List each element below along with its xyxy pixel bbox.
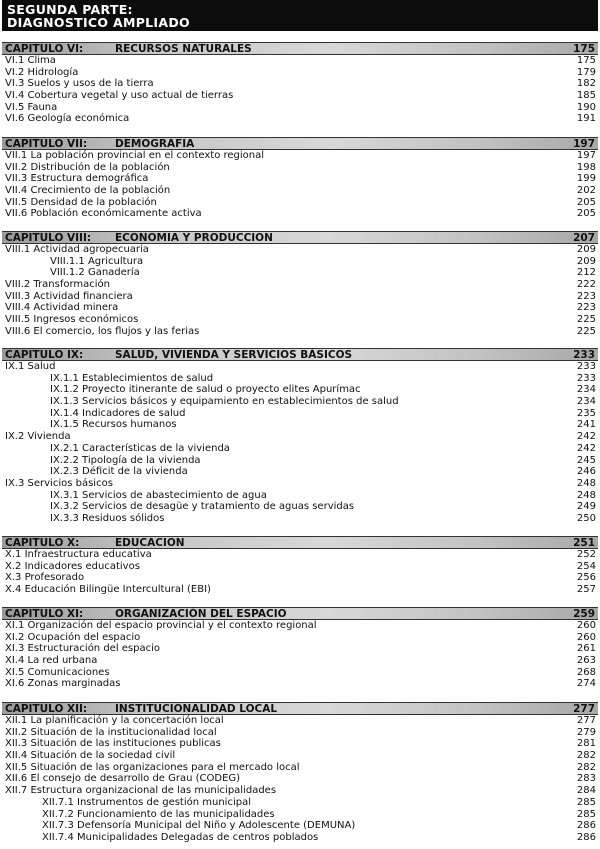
chapter-section — [0, 137, 600, 220]
toc-entry — [0, 750, 600, 762]
entry-title: XI.4 La red urbana — [5, 655, 98, 667]
toc-entry — [0, 584, 600, 596]
chapter-page: 207 — [573, 231, 595, 244]
entry-title: XII.7.3 Defensoría Municipal del Niño y Adolescente (DEMUNA) — [42, 820, 356, 832]
chapter-number: CAPITULO VII: — [5, 137, 88, 150]
entry-title: XI.5 Comunicaciones — [5, 666, 110, 678]
entry-title: VI.6 Geología económica — [5, 113, 130, 125]
entry-title: XII.1 La planificación y la concertación local — [5, 715, 224, 726]
entry-title: XI.6 Zonas marginadas — [5, 678, 121, 690]
entry-title: IX.1.5 Recursos humanos — [50, 419, 177, 431]
toc-entry — [0, 267, 600, 279]
toc-entry — [0, 727, 600, 739]
entry-title: XII.7.4 Municipalidades Delegadas de centros poblados — [42, 831, 319, 843]
chapter-title — [5, 349, 352, 361]
toc-entry — [0, 162, 600, 174]
toc-entry — [0, 90, 600, 102]
toc-entry — [0, 185, 600, 197]
chapter-title — [5, 43, 252, 55]
entry-title: VI.3 Suelos y usos de la tierra — [5, 78, 154, 90]
entry-title: XI.1 Organización del espacio provincial y el contexto regional — [5, 620, 317, 631]
entry-title: VIII.2 Transformación — [5, 279, 111, 291]
entry-title: IX.3.3 Residuos sólidos — [50, 512, 165, 524]
toc-entry — [0, 279, 600, 291]
chapter-page: 197 — [573, 137, 595, 150]
entry-page: 234 — [576, 384, 596, 396]
entry-page: 249 — [576, 501, 596, 513]
chapter-heading — [2, 137, 598, 150]
entry-page: 234 — [576, 396, 596, 408]
toc-entry — [0, 632, 600, 644]
entry-title: IX.2.1 Características de la vivienda — [50, 442, 230, 454]
chapter-number: CAPITULO XI: — [5, 607, 84, 620]
toc-entry — [0, 455, 600, 467]
chapter-heading — [2, 607, 598, 620]
chapter-page: 259 — [573, 607, 595, 620]
toc-entry — [0, 256, 600, 268]
entry-page: 260 — [576, 620, 596, 631]
toc-entry — [0, 67, 600, 79]
entry-page: 197 — [576, 150, 596, 161]
toc-entry — [0, 78, 600, 90]
entry-title: IX.2.2 Tipología de la vivienda — [50, 454, 201, 466]
chapter-name: ECONOMIA Y PRODUCCION — [115, 231, 273, 244]
entry-page: 225 — [576, 325, 596, 337]
entry-page: 282 — [576, 761, 596, 773]
chapter-number: CAPITULO IX: — [5, 348, 84, 361]
toc-entry — [0, 408, 600, 420]
toc-entry — [0, 314, 600, 326]
chapter-page: 233 — [573, 348, 595, 361]
entry-title: VIII.1 Actividad agropecuaria — [5, 244, 149, 255]
entry-title: VII.6 Población económicamente activa — [5, 208, 202, 220]
entry-title: XI.2 Ocupación del espacio — [5, 631, 141, 643]
toc-entry — [0, 361, 600, 373]
toc-entry — [0, 466, 600, 478]
entry-page: 191 — [576, 113, 596, 125]
chapter-name: EDUCACION — [115, 536, 185, 549]
entry-title: VII.1 La población provincial en el contexto regional — [5, 150, 265, 161]
entry-page: 248 — [576, 489, 596, 501]
entry-title: IX.3.1 Servicios de abastecimiento de agua — [50, 489, 267, 501]
toc-entry — [0, 513, 600, 525]
toc-entry — [0, 373, 600, 385]
toc-entry — [0, 762, 600, 774]
chapter-title — [5, 537, 185, 549]
toc-entry — [0, 478, 600, 490]
toc-entry — [0, 396, 600, 408]
entry-title: VIII.4 Actividad minera — [5, 302, 119, 314]
entry-title: XII.2 Situación de la institucionalidad local — [5, 726, 217, 738]
entry-title: IX.2 Vivienda — [5, 431, 71, 443]
chapter-section — [0, 348, 600, 525]
chapter-name: INSTITUCIONALIDAD LOCAL — [115, 702, 278, 715]
entry-page: 252 — [576, 549, 596, 560]
entry-page: 185 — [576, 90, 596, 102]
entry-title: VII.2 Distribución de la población — [5, 161, 170, 173]
entry-title: IX.1.4 Indicadores de salud — [50, 407, 186, 419]
entry-title: VIII.1.2 Ganadería — [50, 267, 140, 279]
chapter-section — [0, 42, 600, 125]
entry-title: VII.5 Densidad de la población — [5, 196, 157, 208]
entry-page: 282 — [576, 750, 596, 762]
entry-page: 274 — [576, 678, 596, 690]
entry-page: 182 — [576, 78, 596, 90]
entry-page: 179 — [576, 66, 596, 78]
entry-title: IX.2.3 Déficit de la vivienda — [50, 466, 188, 478]
toc-entry — [0, 443, 600, 455]
entry-page: 212 — [576, 267, 596, 279]
entry-page: 246 — [576, 466, 596, 478]
entry-title: X.1 Infraestructura educativa — [5, 549, 152, 560]
entry-title: VI.1 Clima — [5, 55, 56, 66]
entry-page: 286 — [576, 820, 596, 832]
entry-page: 223 — [576, 302, 596, 314]
chapter-number: CAPITULO XII: — [5, 702, 88, 715]
entry-page: 222 — [576, 279, 596, 291]
entry-title: XII.7.2 Funcionamiento de las municipalidades — [42, 808, 275, 820]
toc-entry — [0, 797, 600, 809]
entry-page: 286 — [576, 831, 596, 843]
part-subtitle: DIAGNOSTICO AMPLIADO — [7, 15, 190, 30]
entry-page: 223 — [576, 290, 596, 302]
toc-entry — [0, 490, 600, 502]
entry-title: VI.4 Cobertura vegetal y uso actual de tierras — [5, 90, 234, 102]
chapter-section — [0, 702, 600, 844]
entry-title: IX.1.3 Servicios básicos y equipamiento en establecimientos de salud — [50, 396, 399, 408]
entry-page: 284 — [576, 785, 596, 797]
toc-entry — [0, 678, 600, 690]
entry-page: 268 — [576, 666, 596, 678]
toc-entry — [0, 820, 600, 832]
chapter-section — [0, 607, 600, 690]
entry-page: 205 — [576, 208, 596, 220]
chapter-number: CAPITULO X: — [5, 536, 80, 549]
chapter-page: 277 — [573, 702, 595, 715]
part-banner — [2, 0, 598, 31]
entry-page: 202 — [576, 185, 596, 197]
entry-page: 209 — [576, 244, 596, 255]
entry-page: 285 — [576, 796, 596, 808]
entry-page: 198 — [576, 161, 596, 173]
entry-page: 235 — [576, 407, 596, 419]
toc-entry — [0, 173, 600, 185]
entry-page: 175 — [576, 55, 596, 66]
toc-entry — [0, 384, 600, 396]
toc-entry — [0, 501, 600, 513]
entry-title: VIII.1.1 Agricultura — [50, 255, 144, 267]
entry-page: 279 — [576, 726, 596, 738]
entry-title: X.3 Profesorado — [5, 572, 85, 584]
chapter-title — [5, 703, 277, 715]
toc-entry — [0, 809, 600, 821]
chapter-heading — [2, 348, 598, 361]
entry-page: 285 — [576, 808, 596, 820]
entry-page: 190 — [576, 101, 596, 113]
chapter-name: SALUD, VIVIENDA Y SERVICIOS BÁSICOS — [115, 348, 353, 361]
entry-page: 250 — [576, 512, 596, 524]
chapter-title — [5, 138, 194, 150]
entry-title: VII.4 Crecimiento de la población — [5, 185, 171, 197]
entry-page: 261 — [576, 643, 596, 655]
toc-entry — [0, 197, 600, 209]
entry-title: VI.2 Hidrología — [5, 66, 79, 78]
entry-title: XI.3 Estructuración del espacio — [5, 643, 161, 655]
entry-page: 263 — [576, 655, 596, 667]
chapter-section — [0, 536, 600, 596]
entry-page: 256 — [576, 572, 596, 584]
toc-entry — [0, 102, 600, 114]
toc-entry — [0, 431, 600, 443]
chapter-section — [0, 231, 600, 338]
chapter-name: DEMOGRAFIA — [115, 137, 195, 150]
chapter-page: 251 — [573, 536, 595, 549]
entry-title: XII.3 Situación de las instituciones publicas — [5, 738, 221, 750]
chapter-heading — [2, 536, 598, 549]
entry-title: IX.1.1 Establecimientos de salud — [50, 372, 214, 384]
entry-title: VII.3 Estructura demográfica — [5, 173, 149, 185]
entry-title: X.2 Indicadores educativos — [5, 560, 140, 572]
toc-entry — [0, 549, 600, 561]
chapter-heading — [2, 702, 598, 715]
entry-page: 199 — [576, 173, 596, 185]
toc-entry — [0, 832, 600, 844]
entry-title: XII.5 Situación de las organizaciones para el mercado local — [5, 761, 300, 773]
entry-page: 242 — [576, 431, 596, 443]
toc-entry — [0, 208, 600, 220]
part-title: SEGUNDA PARTE: — [7, 2, 133, 17]
entry-title: XII.7.1 Instrumentos de gestión municipal — [42, 796, 251, 808]
chapter-heading — [2, 231, 598, 244]
entry-page: 245 — [576, 454, 596, 466]
toc-entry — [0, 572, 600, 584]
toc-entry — [0, 419, 600, 431]
entry-page: 254 — [576, 560, 596, 572]
toc-entry — [0, 715, 600, 727]
entry-page: 260 — [576, 631, 596, 643]
entry-page: 209 — [576, 255, 596, 267]
entry-title: IX.1.2 Proyecto itinerante de salud o proyecto elites Apurímac — [50, 384, 361, 396]
entry-page: 241 — [576, 419, 596, 431]
chapter-number: CAPITULO VI: — [5, 42, 84, 55]
entry-page: 225 — [576, 314, 596, 326]
toc-entry — [0, 738, 600, 750]
entry-title: VIII.5 Ingresos económicos — [5, 314, 139, 326]
toc-entry — [0, 620, 600, 632]
entry-title: IX.1 Salud — [5, 361, 56, 372]
toc-entry — [0, 643, 600, 655]
entry-page: 281 — [576, 738, 596, 750]
chapter-heading — [2, 42, 598, 55]
entry-page: 277 — [576, 715, 596, 726]
chapter-page: 175 — [573, 42, 595, 55]
entry-title: XII.6 El consejo de desarrollo de Grau (CODEG) — [5, 773, 241, 785]
chapter-title — [5, 232, 273, 244]
toc-entry — [0, 244, 600, 256]
entry-page: 233 — [576, 372, 596, 384]
entry-page: 248 — [576, 477, 596, 489]
entry-title: IX.3 Servicios básicos — [5, 477, 113, 489]
toc-entry — [0, 561, 600, 573]
toc-entry — [0, 291, 600, 303]
toc-entry — [0, 302, 600, 314]
entry-page: 242 — [576, 442, 596, 454]
chapter-name: RECURSOS NATURALES — [115, 42, 252, 55]
chapter-number: CAPITULO VIII: — [5, 231, 92, 244]
entry-page: 283 — [576, 773, 596, 785]
toc-entry — [0, 785, 600, 797]
entry-page: 257 — [576, 584, 596, 596]
entry-title: VI.5 Fauna — [5, 101, 58, 113]
entry-title: XII.4 Situación de la sociedad civil — [5, 750, 176, 762]
entry-title: VIII.3 Actividad financiera — [5, 290, 133, 302]
toc-entry — [0, 113, 600, 125]
chapter-title — [5, 608, 287, 620]
toc-entry — [0, 773, 600, 785]
toc-entry — [0, 667, 600, 679]
chapter-name: ORGANIZACIÓN DEL ESPACIO — [115, 607, 287, 620]
toc-entry — [0, 55, 600, 67]
entry-page: 205 — [576, 196, 596, 208]
entry-title: IX.3.2 Servicios de desagüe y tratamiento de aguas servidas — [50, 501, 355, 513]
toc-entry — [0, 150, 600, 162]
toc-entry — [0, 655, 600, 667]
toc-entry — [0, 326, 600, 338]
entry-page: 233 — [576, 361, 596, 372]
entry-title: X.4 Educación Bilingüe Intercultural (EBI) — [5, 584, 211, 596]
entry-title: XII.7 Estructura organizacional de las municipalidades — [5, 785, 277, 797]
entry-title: VIII.6 El comercio, los flujos y las ferias — [5, 325, 200, 337]
